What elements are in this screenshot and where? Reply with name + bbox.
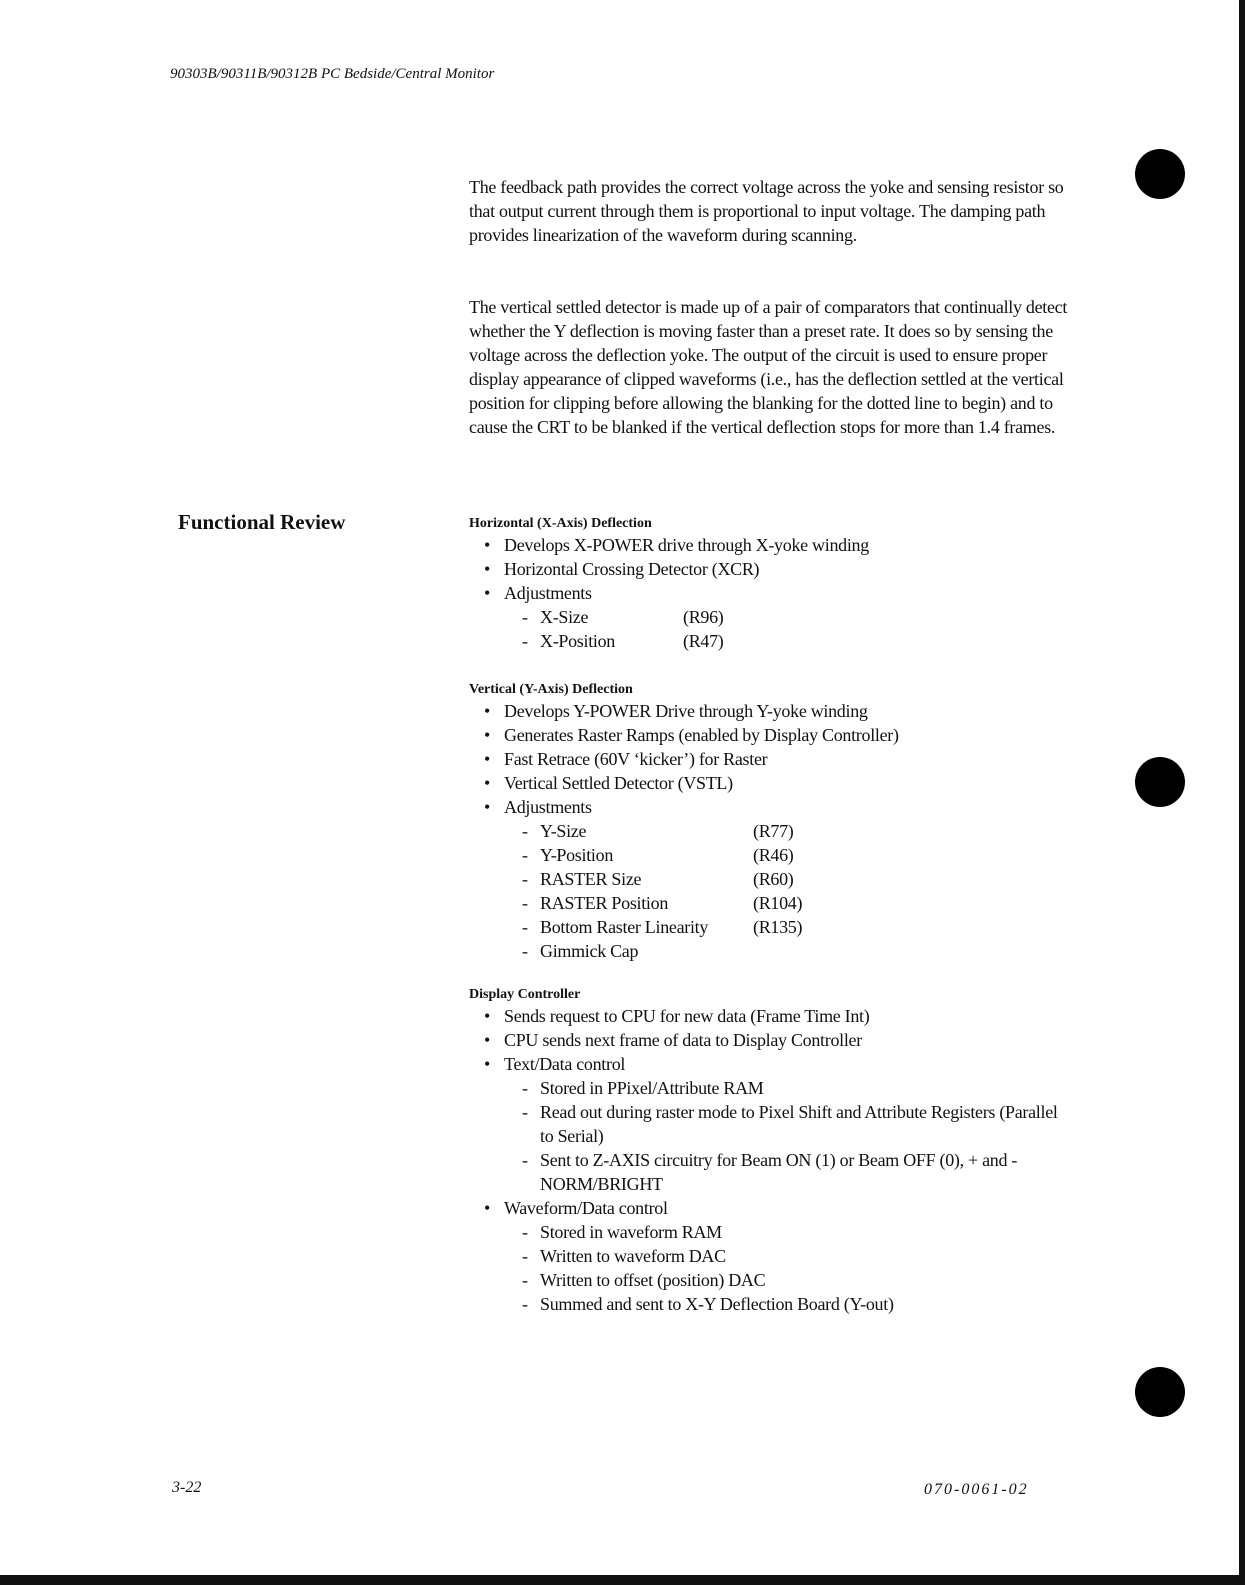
adjustment-item: - X-Position (R47) [522,629,1064,653]
intro-paragraph-1: The feedback path provides the correct voltage across the yoke and sensing resistor so that output current through them is proportional to input voltage. The damping path provides linearization of the waveform during scanning. [469,177,1064,245]
text-data-control-list [504,1076,1064,1196]
list-item: • CPU sends next frame of data to Display Controller [484,1028,1064,1052]
horizontal-adjustments-list [504,605,1064,653]
sub-item: - Read out during raster mode to Pixel Shift and Attribute Registers (Parallel to Serial) [522,1100,1064,1148]
binder-hole-middle [1135,757,1185,807]
intro-paragraph-2: The vertical settled detector is made up of a pair of comparators that continually detect whether the Y deflection is moving faster than a preset rate. It does so by sensing the voltage across the deflection yoke. The output of the circuit is used to ensure proper display appearance of clipped waveforms (i.e., has the deflection settled at the vertical position for clipping before allowing the blanking for the dotted line to begin) and to cause the CRT to be blanked if the vertical deflection stops for more than 1.4 frames. [469,297,1068,437]
waveform-data-control-list [504,1220,1064,1316]
list-item: • Develops X-POWER drive through X-yoke winding [484,533,1064,557]
sub-item: - Summed and sent to X-Y Deflection Board (Y-out) [522,1292,1064,1316]
adjustment-item: - X-Size (R96) [522,605,1064,629]
list-item: • Generates Raster Ramps (enabled by Display Controller) [484,723,1064,747]
sub-item: - Stored in PPixel/Attribute RAM [522,1076,1064,1100]
sub-item: - Stored in waveform RAM [522,1220,1064,1244]
adjustment-item: - Gimmick Cap [522,939,1064,963]
scan-border-right [1239,0,1245,1585]
list-item: • Adjustments - Y-Size (R77) - Y-Position (R46) - RASTER Size (R60) - RASTER Position (R104) - Bottom Raster Linearity (R135) - Gimmick Cap [484,795,1064,963]
vertical-deflection-heading: Vertical (Y-Axis) Deflection [469,682,633,697]
binder-hole-top [1135,149,1185,199]
sub-item: - Sent to Z-AXIS circuitry for Beam ON (1) or Beam OFF (0), + and -NORM/BRIGHT [522,1148,1064,1196]
display-controller-heading: Display Controller [469,987,581,1002]
list-item: • Adjustments - X-Size (R96) - X-Position (R47) [484,581,1064,653]
list-item: • Fast Retrace (60V ‘kicker’) for Raster [484,747,1064,771]
adjustment-item: - Y-Size (R77) [522,819,1064,843]
scan-border-bottom [0,1575,1245,1585]
adjustment-item: - RASTER Size (R60) [522,867,1064,891]
list-item: • Text/Data control - Stored in PPixel/Attribute RAM - Read out during raster mode to Pixel Shift and Attribute Registers (Parallel to Serial) - Sent to Z-AXIS circuitry for Beam ON (1) or Beam OFF (0), + and -NORM/BRIGHT [484,1052,1064,1196]
section-title: Functional Review [178,510,346,534]
adjustment-item: - RASTER Position (R104) [522,891,1064,915]
sub-item: - Written to offset (position) DAC [522,1268,1064,1292]
adjustment-item: - Y-Position (R46) [522,843,1064,867]
document-number: 070-0061-02 [924,1481,1029,1498]
page-number: 3-22 [172,1479,202,1496]
binder-hole-bottom [1135,1367,1185,1417]
adjustment-item: - Bottom Raster Linearity (R135) [522,915,1064,939]
vertical-adjustments-list [504,819,1064,963]
running-header: 90303B/90311B/90312B PC Bedside/Central Monitor [170,66,495,82]
list-item: • Sends request to CPU for new data (Frame Time Int) [484,1004,1064,1028]
sub-item: - Written to waveform DAC [522,1244,1064,1268]
vertical-deflection-list [484,699,1064,963]
list-item: • Develops Y-POWER Drive through Y-yoke winding [484,699,1064,723]
list-item: • Waveform/Data control - Stored in waveform RAM - Written to waveform DAC - Written to offset (position) DAC - Summed and sent to X-Y Deflection Board (Y-out) [484,1196,1064,1316]
list-item: • Horizontal Crossing Detector (XCR) [484,557,1064,581]
horizontal-deflection-heading: Horizontal (X-Axis) Deflection [469,516,652,531]
display-controller-list [484,1004,1064,1316]
horizontal-deflection-list [484,533,1064,653]
list-item: • Vertical Settled Detector (VSTL) [484,771,1064,795]
